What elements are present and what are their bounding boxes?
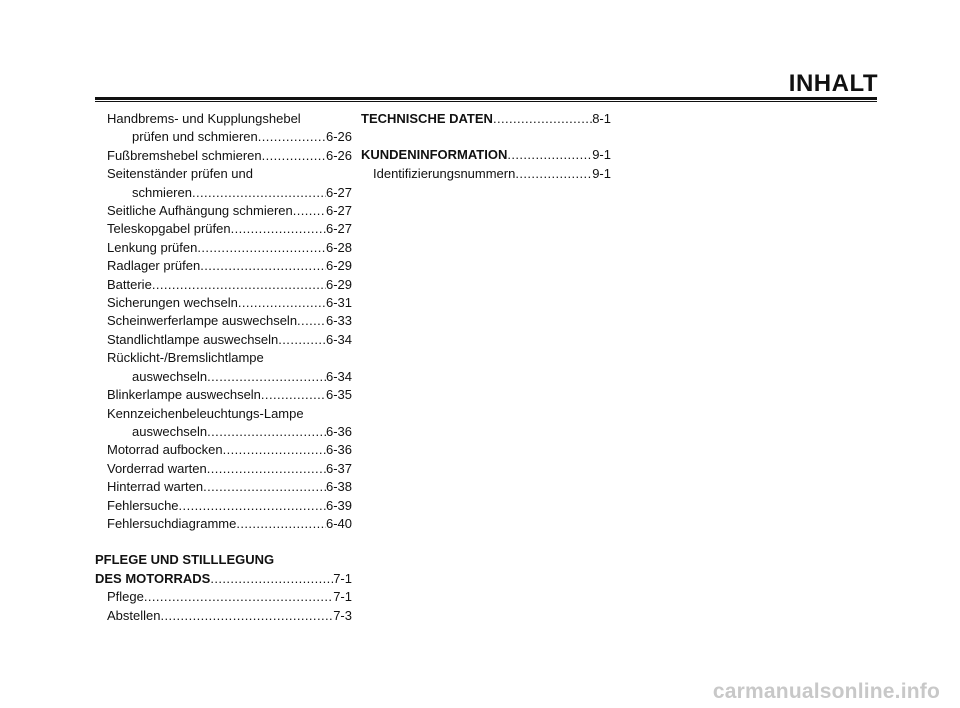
toc-entry[interactable]: Fehlersuchdiagramme ..... 6-40	[95, 515, 352, 533]
toc-entry[interactable]: auswechseln ..... 6-34	[95, 368, 352, 386]
toc-entry[interactable]: Batterie ..... 6-29	[95, 276, 352, 294]
toc-entry[interactable]: Scheinwerferlampe auswechseln ..... 6-33	[95, 312, 352, 330]
toc-left-column	[95, 110, 352, 625]
toc-entry[interactable]: Radlager prüfen ..... 6-29	[95, 257, 352, 275]
toc-entry[interactable]: Rücklicht-/Bremslichtlampe	[107, 350, 264, 366]
toc-entry[interactable]: Abstellen ..... 7-3	[95, 607, 352, 625]
toc-section-entry[interactable]: KUNDENINFORMATION ..... 9-1	[361, 146, 611, 164]
toc-entry[interactable]: Fehlersuche ..... 6-39	[95, 497, 352, 515]
header-rule	[95, 97, 877, 100]
toc-entry[interactable]: Fußbremshebel schmieren ..... 6-26	[95, 147, 352, 165]
leader-dots	[207, 423, 326, 441]
leader-dots	[197, 239, 326, 257]
toc-section-heading[interactable]: PFLEGE UND STILLLEGUNG	[95, 552, 275, 568]
leader-dots	[507, 146, 592, 164]
leader-dots	[293, 202, 326, 220]
toc-entry[interactable]: prüfen und schmieren ..... 6-26	[95, 128, 352, 146]
toc-entry[interactable]: Pflege ..... 7-1	[95, 588, 352, 606]
header-rule-thin	[95, 101, 877, 102]
leader-dots	[493, 110, 592, 128]
page-title: INHALT	[788, 70, 878, 97]
leader-dots	[144, 588, 333, 606]
leader-dots	[262, 147, 326, 165]
toc-section-entry[interactable]: DES MOTORRADS ..... 7-1	[95, 570, 352, 588]
leader-dots	[179, 497, 326, 515]
leader-dots	[223, 441, 326, 459]
toc-entry[interactable]: Lenkung prüfen ..... 6-28	[95, 239, 352, 257]
toc-entry[interactable]: Blinkerlampe auswechseln ..... 6-35	[95, 386, 352, 404]
toc-entry[interactable]: Hinterrad warten ..... 6-38	[95, 478, 352, 496]
leader-dots	[192, 184, 326, 202]
leader-dots	[278, 331, 326, 349]
leader-dots	[207, 368, 326, 386]
toc-right-column	[361, 110, 611, 183]
toc-entry[interactable]: Handbrems- und Kupplungshebel	[107, 111, 301, 126]
leader-dots	[152, 276, 326, 294]
toc-entry[interactable]: Identifizierungsnummern ..... 9-1	[361, 165, 611, 183]
leader-dots	[515, 165, 592, 183]
leader-dots	[210, 570, 333, 588]
leader-dots	[238, 294, 326, 312]
leader-dots	[200, 257, 326, 275]
toc-entry[interactable]: Teleskopgabel prüfen ..... 6-27	[95, 220, 352, 238]
toc-entry[interactable]: Standlichtlampe auswechseln ..... 6-34	[95, 331, 352, 349]
leader-dots	[231, 220, 326, 238]
leader-dots	[297, 312, 326, 330]
toc-entry[interactable]: schmieren ..... 6-27	[95, 184, 352, 202]
toc-entry[interactable]: auswechseln ..... 6-36	[95, 423, 352, 441]
toc-section-entry[interactable]: TECHNISCHE DATEN ..... 8-1	[361, 110, 611, 128]
leader-dots	[236, 515, 326, 533]
watermark: carmanualsonline.info	[712, 680, 940, 703]
leader-dots	[258, 128, 326, 146]
leader-dots	[203, 478, 326, 496]
toc-entry[interactable]: Seitliche Aufhängung schmieren ..... 6-27	[95, 202, 352, 220]
leader-dots	[160, 607, 333, 625]
toc-entry[interactable]: Sicherungen wechseln ..... 6-31	[95, 294, 352, 312]
toc-entry[interactable]: Seitenständer prüfen und	[107, 166, 253, 182]
leader-dots	[207, 460, 326, 478]
toc-entry[interactable]: Vorderrad warten ..... 6-37	[95, 460, 352, 478]
toc-entry[interactable]: Kennzeichenbeleuchtungs-Lampe	[107, 405, 304, 421]
toc-entry[interactable]: Motorrad aufbocken ..... 6-36	[95, 441, 352, 459]
leader-dots	[261, 386, 326, 404]
